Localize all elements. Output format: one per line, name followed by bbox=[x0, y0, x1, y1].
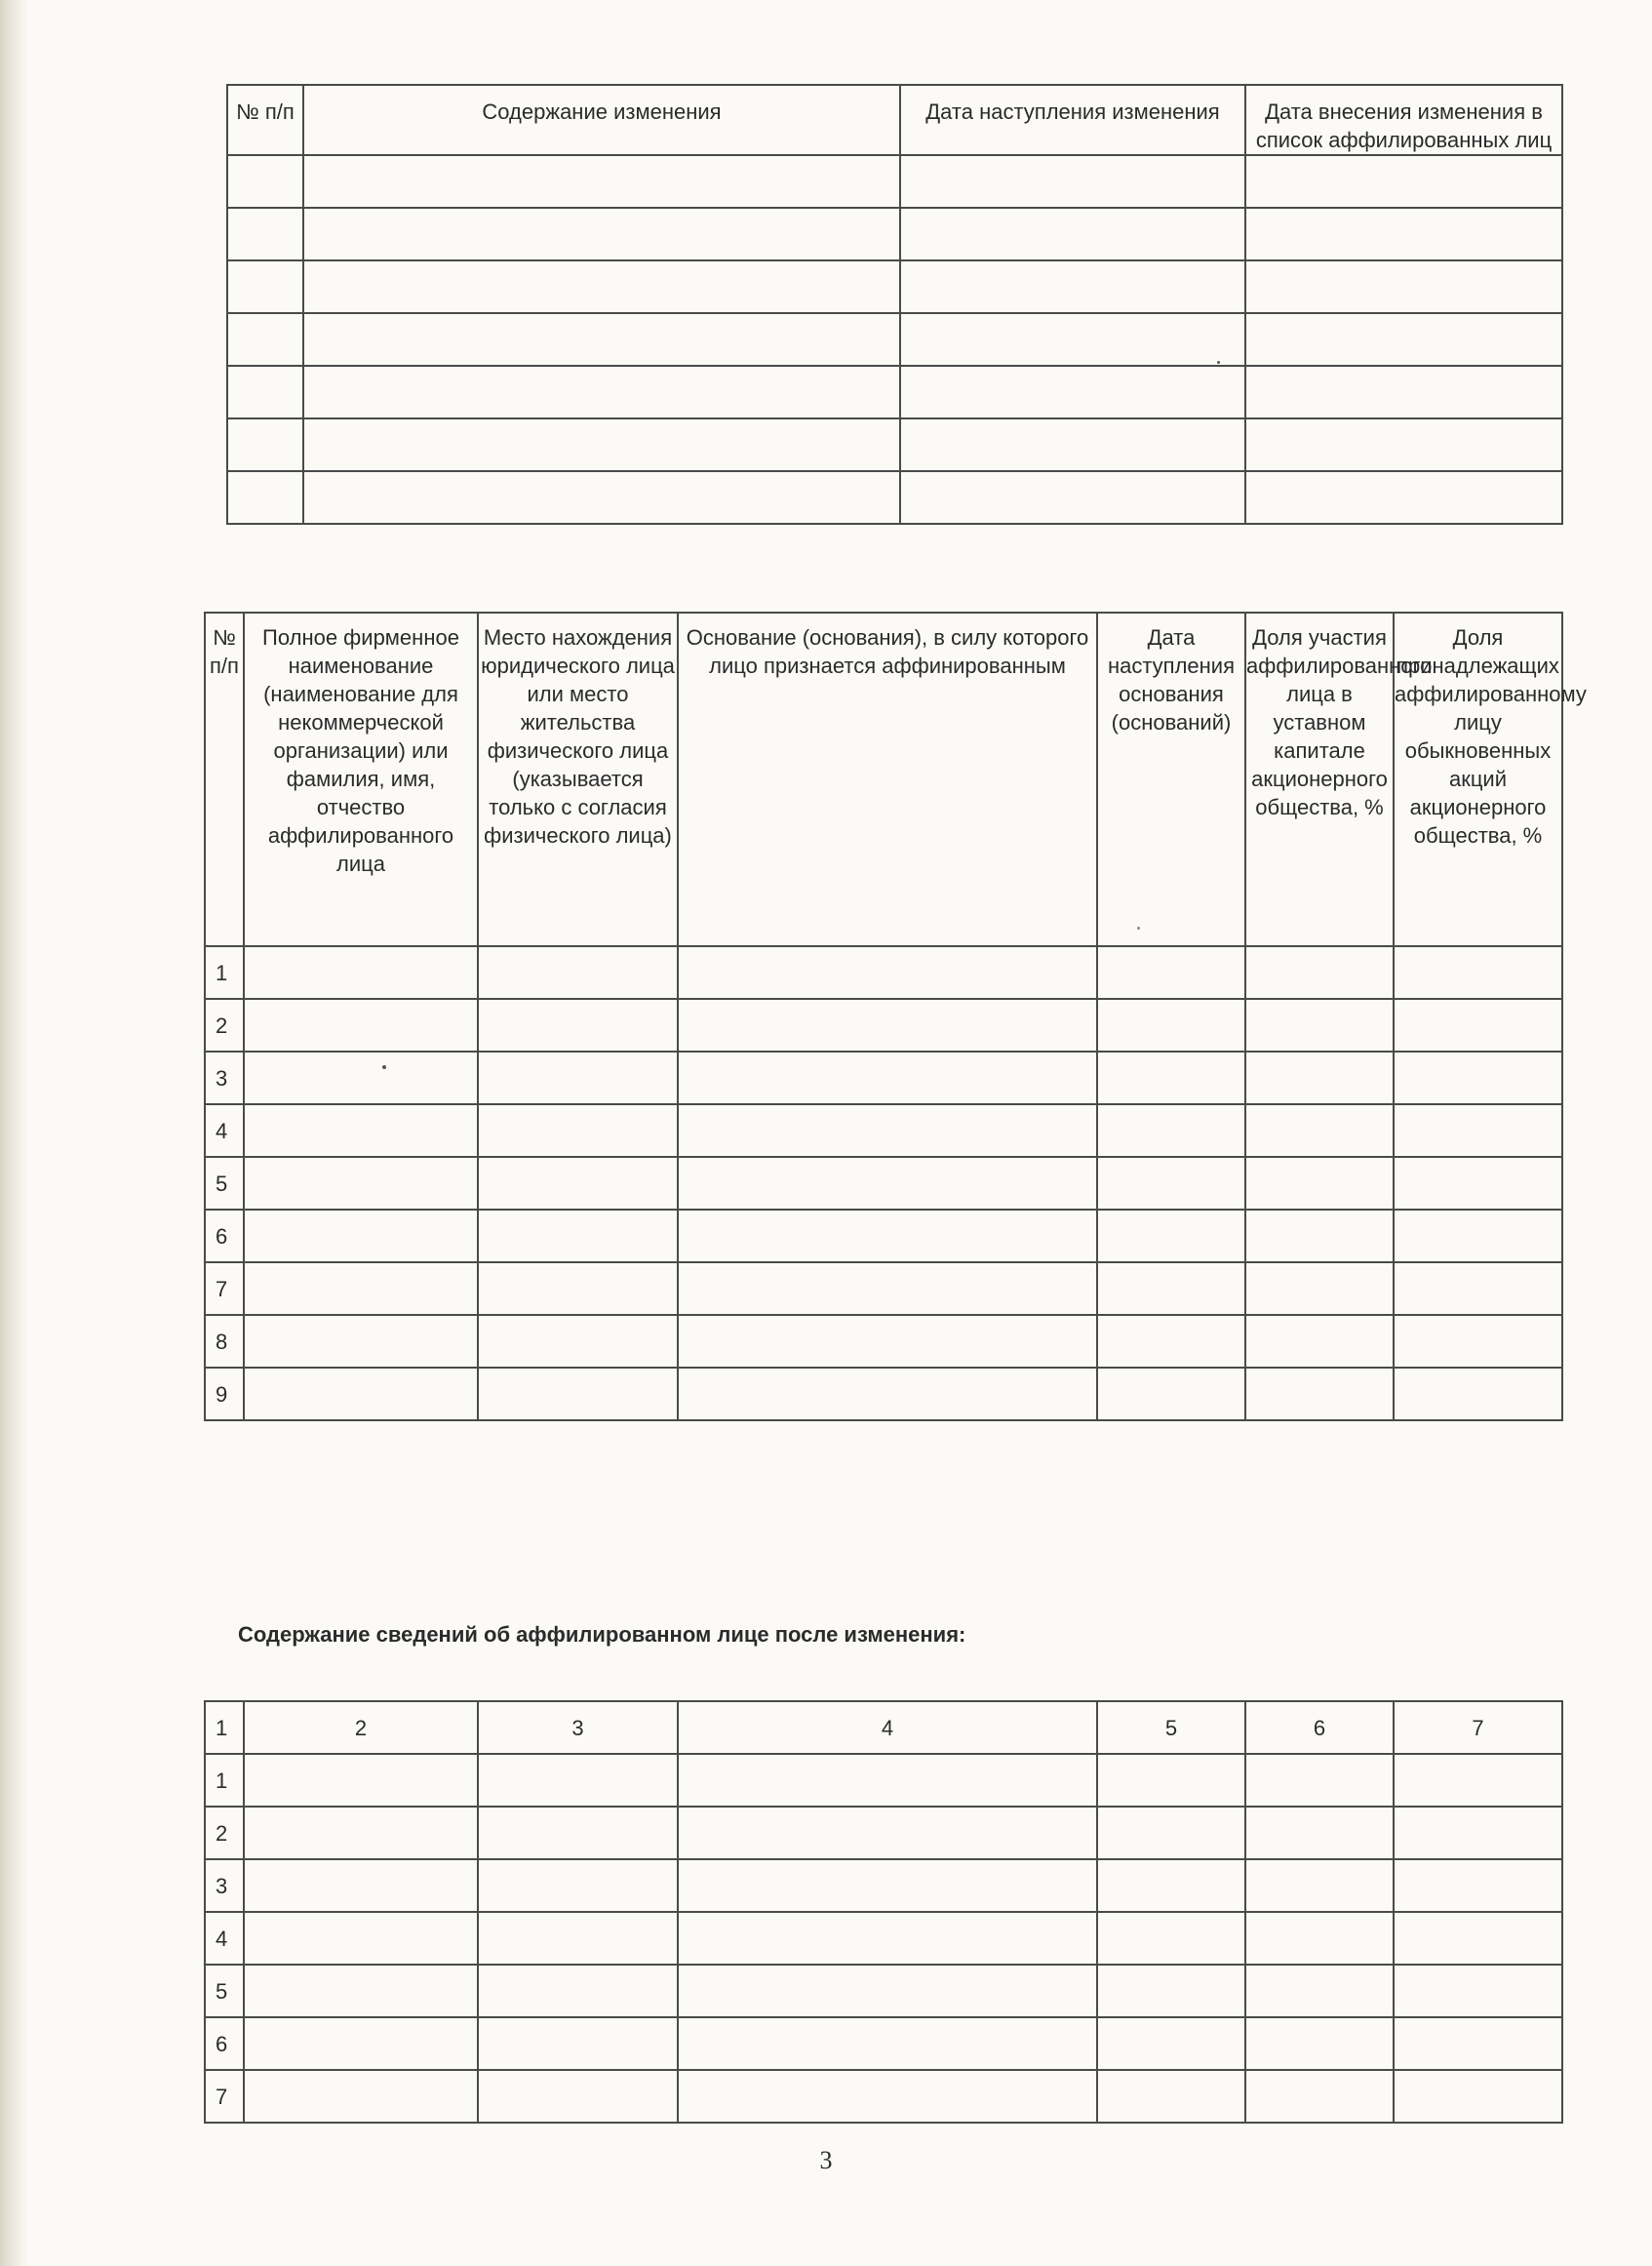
before-table-cell bbox=[1245, 1210, 1394, 1262]
after-header-1: 1 bbox=[205, 1701, 244, 1754]
changes-table-cell bbox=[900, 260, 1245, 313]
after-table-row bbox=[205, 1912, 1562, 1965]
changes-table-cell bbox=[303, 418, 900, 471]
after-header-6: 6 bbox=[1245, 1701, 1394, 1754]
after-table-cell bbox=[1394, 1807, 1562, 1859]
before-table-row bbox=[205, 1052, 1562, 1104]
before-table-cell bbox=[1245, 1104, 1394, 1157]
after-table-cell bbox=[478, 2070, 678, 2123]
before-table-cell bbox=[1394, 1104, 1562, 1157]
after-table-cell bbox=[244, 1912, 478, 1965]
before-header-basis: Основание (основания), в силу которого лицо признается аффинированным bbox=[678, 613, 1097, 946]
after-header-2: 2 bbox=[244, 1701, 478, 1754]
before-table-row-number: 5 bbox=[205, 1157, 244, 1210]
before-table-row bbox=[205, 1262, 1562, 1315]
affiliate-before-table bbox=[204, 612, 1587, 1421]
before-table-cell bbox=[1097, 999, 1245, 1052]
after-table-row-number: 4 bbox=[205, 1912, 244, 1965]
before-header-shares-share: Доля принадлежащих аффилированному лицу обыкновенных акций акционерного общества, % bbox=[1394, 613, 1562, 946]
after-table-cell bbox=[244, 2070, 478, 2123]
before-table-cell bbox=[1394, 999, 1562, 1052]
before-table-row-number: 4 bbox=[205, 1104, 244, 1157]
before-table-cell bbox=[478, 1157, 678, 1210]
after-table-cell bbox=[478, 1859, 678, 1912]
after-table-cell bbox=[244, 2017, 478, 2070]
after-table-cell bbox=[678, 1965, 1097, 2017]
changes-table-cell bbox=[900, 313, 1245, 366]
after-table-cell bbox=[478, 1912, 678, 1965]
changes-table-cell bbox=[303, 366, 900, 418]
after-table-cell bbox=[244, 1807, 478, 1859]
after-table-cell bbox=[1097, 1965, 1245, 2017]
before-table-cell bbox=[1245, 999, 1394, 1052]
scan-speck bbox=[1137, 927, 1140, 930]
after-table-cell bbox=[678, 1807, 1097, 1859]
before-table-row bbox=[205, 1104, 1562, 1157]
after-table-cell bbox=[244, 1965, 478, 2017]
changes-table-row-number bbox=[227, 313, 303, 366]
changes-table-cell bbox=[1245, 260, 1562, 313]
changes-table-cell bbox=[1245, 471, 1562, 524]
after-table-cell bbox=[1245, 1754, 1394, 1807]
changes-table-row bbox=[227, 208, 1562, 260]
changes-table-row bbox=[227, 313, 1562, 366]
changes-table-cell bbox=[303, 260, 900, 313]
before-table-cell bbox=[1097, 1157, 1245, 1210]
affiliate-after-table bbox=[204, 1700, 1563, 2124]
before-table-cell bbox=[678, 1210, 1097, 1262]
before-table-cell bbox=[678, 1104, 1097, 1157]
after-table-cell bbox=[678, 1754, 1097, 1807]
scan-speck bbox=[382, 1065, 386, 1069]
before-table-cell bbox=[1097, 1315, 1245, 1368]
changes-header-entry-date: Дата внесения изменения в список аффилированных лиц bbox=[1245, 85, 1562, 155]
before-table-cell bbox=[244, 1315, 478, 1368]
after-table-row-number: 1 bbox=[205, 1754, 244, 1807]
after-table-row-number: 3 bbox=[205, 1859, 244, 1912]
before-table-row-number: 3 bbox=[205, 1052, 244, 1104]
changes-table-cell bbox=[303, 155, 900, 208]
before-table-row-number: 8 bbox=[205, 1315, 244, 1368]
changes-table-cell bbox=[303, 471, 900, 524]
after-table-cell bbox=[244, 1859, 478, 1912]
after-table-cell bbox=[1245, 1912, 1394, 1965]
changes-table-row-number bbox=[227, 418, 303, 471]
changes-table-row-number bbox=[227, 366, 303, 418]
after-table-row-number: 7 bbox=[205, 2070, 244, 2123]
before-table-cell bbox=[478, 1315, 678, 1368]
before-table-cell bbox=[678, 999, 1097, 1052]
before-table-cell bbox=[1097, 1262, 1245, 1315]
after-table-cell bbox=[1394, 1754, 1562, 1807]
before-table-row bbox=[205, 1368, 1562, 1420]
after-table-cell bbox=[1245, 1807, 1394, 1859]
changes-header-content: Содержание изменения bbox=[303, 85, 900, 155]
before-table-row bbox=[205, 1157, 1562, 1210]
changes-table-cell bbox=[1245, 313, 1562, 366]
before-table-row bbox=[205, 999, 1562, 1052]
before-table-cell bbox=[678, 1368, 1097, 1420]
scan-speck bbox=[1217, 361, 1220, 364]
before-table-cell bbox=[478, 1104, 678, 1157]
after-table-cell bbox=[1245, 2070, 1394, 2123]
after-table-cell bbox=[1394, 2017, 1562, 2070]
after-table-cell bbox=[1097, 1912, 1245, 1965]
before-table-header-row bbox=[205, 613, 1562, 946]
after-header-5: 5 bbox=[1097, 1701, 1245, 1754]
changes-table-row-number bbox=[227, 208, 303, 260]
changes-table-row bbox=[227, 260, 1562, 313]
changes-table-header-row bbox=[227, 85, 1562, 155]
before-table-cell bbox=[244, 1210, 478, 1262]
before-table-cell bbox=[678, 1157, 1097, 1210]
after-table-row bbox=[205, 1754, 1562, 1807]
before-table-cell bbox=[1245, 946, 1394, 999]
before-header-capital-share: Доля участия аффилированного лица в уставном капитале акционерного общества, % bbox=[1245, 613, 1394, 946]
before-table-cell bbox=[1245, 1052, 1394, 1104]
before-table-cell bbox=[678, 946, 1097, 999]
after-table-row-number: 2 bbox=[205, 1807, 244, 1859]
after-table-cell bbox=[1245, 1859, 1394, 1912]
changes-header-number: № п/п bbox=[227, 85, 303, 155]
changes-table-cell bbox=[900, 418, 1245, 471]
before-table-cell bbox=[478, 1262, 678, 1315]
changes-table-row bbox=[227, 471, 1562, 524]
changes-table-cell bbox=[900, 471, 1245, 524]
before-table-cell bbox=[1394, 946, 1562, 999]
before-table-cell bbox=[1394, 1052, 1562, 1104]
after-table-row bbox=[205, 1807, 1562, 1859]
after-table-cell bbox=[678, 2070, 1097, 2123]
before-table-cell bbox=[244, 1157, 478, 1210]
before-table-cell bbox=[678, 1052, 1097, 1104]
before-table-row bbox=[205, 946, 1562, 999]
after-table-cell bbox=[1245, 2017, 1394, 2070]
changes-table-cell bbox=[900, 208, 1245, 260]
before-header-location: Место нахождения юридического лица или место жительства физического лица (указывается только с согласия физического лица) bbox=[478, 613, 678, 946]
before-table-cell bbox=[1245, 1157, 1394, 1210]
changes-table-cell bbox=[1245, 418, 1562, 471]
after-section-title: Содержание сведений об аффилированном лице после изменения: bbox=[238, 1622, 966, 1647]
before-table-row bbox=[205, 1210, 1562, 1262]
before-table-cell bbox=[478, 1210, 678, 1262]
after-table-cell bbox=[1394, 1965, 1562, 2017]
before-table-cell bbox=[1245, 1262, 1394, 1315]
after-table-cell bbox=[1394, 1912, 1562, 1965]
before-table-cell bbox=[244, 1262, 478, 1315]
before-table-cell bbox=[1245, 1368, 1394, 1420]
after-header-4: 4 bbox=[678, 1701, 1097, 1754]
before-table-cell bbox=[1097, 1052, 1245, 1104]
after-header-3: 3 bbox=[478, 1701, 678, 1754]
before-table-cell bbox=[678, 1262, 1097, 1315]
before-table-cell bbox=[1394, 1262, 1562, 1315]
changes-table-row-number bbox=[227, 155, 303, 208]
after-table-cell bbox=[1245, 1965, 1394, 2017]
scan-edge-shadow bbox=[0, 0, 29, 2266]
after-table-header-row bbox=[205, 1701, 1562, 1754]
after-table-cell bbox=[1097, 2070, 1245, 2123]
before-table-row-number: 7 bbox=[205, 1262, 244, 1315]
changes-table-cell bbox=[303, 208, 900, 260]
before-table-cell bbox=[1097, 1368, 1245, 1420]
after-table-cell bbox=[678, 1859, 1097, 1912]
after-table-cell bbox=[478, 1807, 678, 1859]
page-number: 3 bbox=[819, 2146, 833, 2174]
changes-table-cell bbox=[1245, 366, 1562, 418]
changes-header-change-date: Дата наступления изменения bbox=[900, 85, 1245, 155]
changes-table-row bbox=[227, 418, 1562, 471]
after-table-cell bbox=[478, 1754, 678, 1807]
before-table-cell bbox=[478, 999, 678, 1052]
after-table-cell bbox=[678, 1912, 1097, 1965]
before-table-cell bbox=[244, 1368, 478, 1420]
after-table-row bbox=[205, 2017, 1562, 2070]
before-table-cell bbox=[244, 946, 478, 999]
changes-table-row-number bbox=[227, 260, 303, 313]
after-table-cell bbox=[478, 2017, 678, 2070]
after-table-cell bbox=[1097, 1859, 1245, 1912]
after-table-row-number: 6 bbox=[205, 2017, 244, 2070]
changes-table-cell bbox=[1245, 155, 1562, 208]
before-table-cell bbox=[244, 1104, 478, 1157]
after-header-7: 7 bbox=[1394, 1701, 1562, 1754]
after-table-cell bbox=[1097, 1754, 1245, 1807]
before-table-cell bbox=[1394, 1368, 1562, 1420]
before-table-cell bbox=[244, 999, 478, 1052]
before-table-row-number: 9 bbox=[205, 1368, 244, 1420]
before-table-cell bbox=[1394, 1210, 1562, 1262]
before-table-row-number: 6 bbox=[205, 1210, 244, 1262]
before-table-cell bbox=[1394, 1157, 1562, 1210]
changes-table-row bbox=[227, 155, 1562, 208]
before-table-row-number: 1 bbox=[205, 946, 244, 999]
after-table-cell bbox=[1097, 1807, 1245, 1859]
before-header-number: № п/п bbox=[205, 613, 244, 946]
after-table-cell bbox=[478, 1965, 678, 2017]
after-table-row bbox=[205, 1965, 1562, 2017]
after-table-row bbox=[205, 2070, 1562, 2123]
before-table-cell bbox=[1097, 1210, 1245, 1262]
before-table-cell bbox=[678, 1315, 1097, 1368]
after-table-cell bbox=[1097, 2017, 1245, 2070]
before-table-row bbox=[205, 1315, 1562, 1368]
changes-table-cell bbox=[900, 155, 1245, 208]
before-table-cell bbox=[478, 946, 678, 999]
before-table-cell bbox=[244, 1052, 478, 1104]
before-header-basis-date: Дата наступления основания (оснований) bbox=[1097, 613, 1245, 946]
changes-table-row-number bbox=[227, 471, 303, 524]
changes-table-cell bbox=[303, 313, 900, 366]
after-table-row-number: 5 bbox=[205, 1965, 244, 2017]
changes-table-row bbox=[227, 366, 1562, 418]
before-table-cell bbox=[478, 1368, 678, 1420]
changes-table-cell bbox=[900, 366, 1245, 418]
changes-table-cell bbox=[1245, 208, 1562, 260]
before-table-row-number: 2 bbox=[205, 999, 244, 1052]
before-table-cell bbox=[1394, 1315, 1562, 1368]
before-table-cell bbox=[1097, 946, 1245, 999]
before-table-cell bbox=[1245, 1315, 1394, 1368]
after-table-cell bbox=[678, 2017, 1097, 2070]
before-table-cell bbox=[1097, 1104, 1245, 1157]
after-table-row bbox=[205, 1859, 1562, 1912]
before-table-cell bbox=[478, 1052, 678, 1104]
changes-table bbox=[226, 84, 1563, 525]
before-header-name: Полное фирменное наименование (наименование для некоммерческой организации) или фамилия, имя, отчество аффилированного лица bbox=[244, 613, 478, 946]
after-table-cell bbox=[1394, 1859, 1562, 1912]
after-table-cell bbox=[1394, 2070, 1562, 2123]
after-table-cell bbox=[244, 1754, 478, 1807]
